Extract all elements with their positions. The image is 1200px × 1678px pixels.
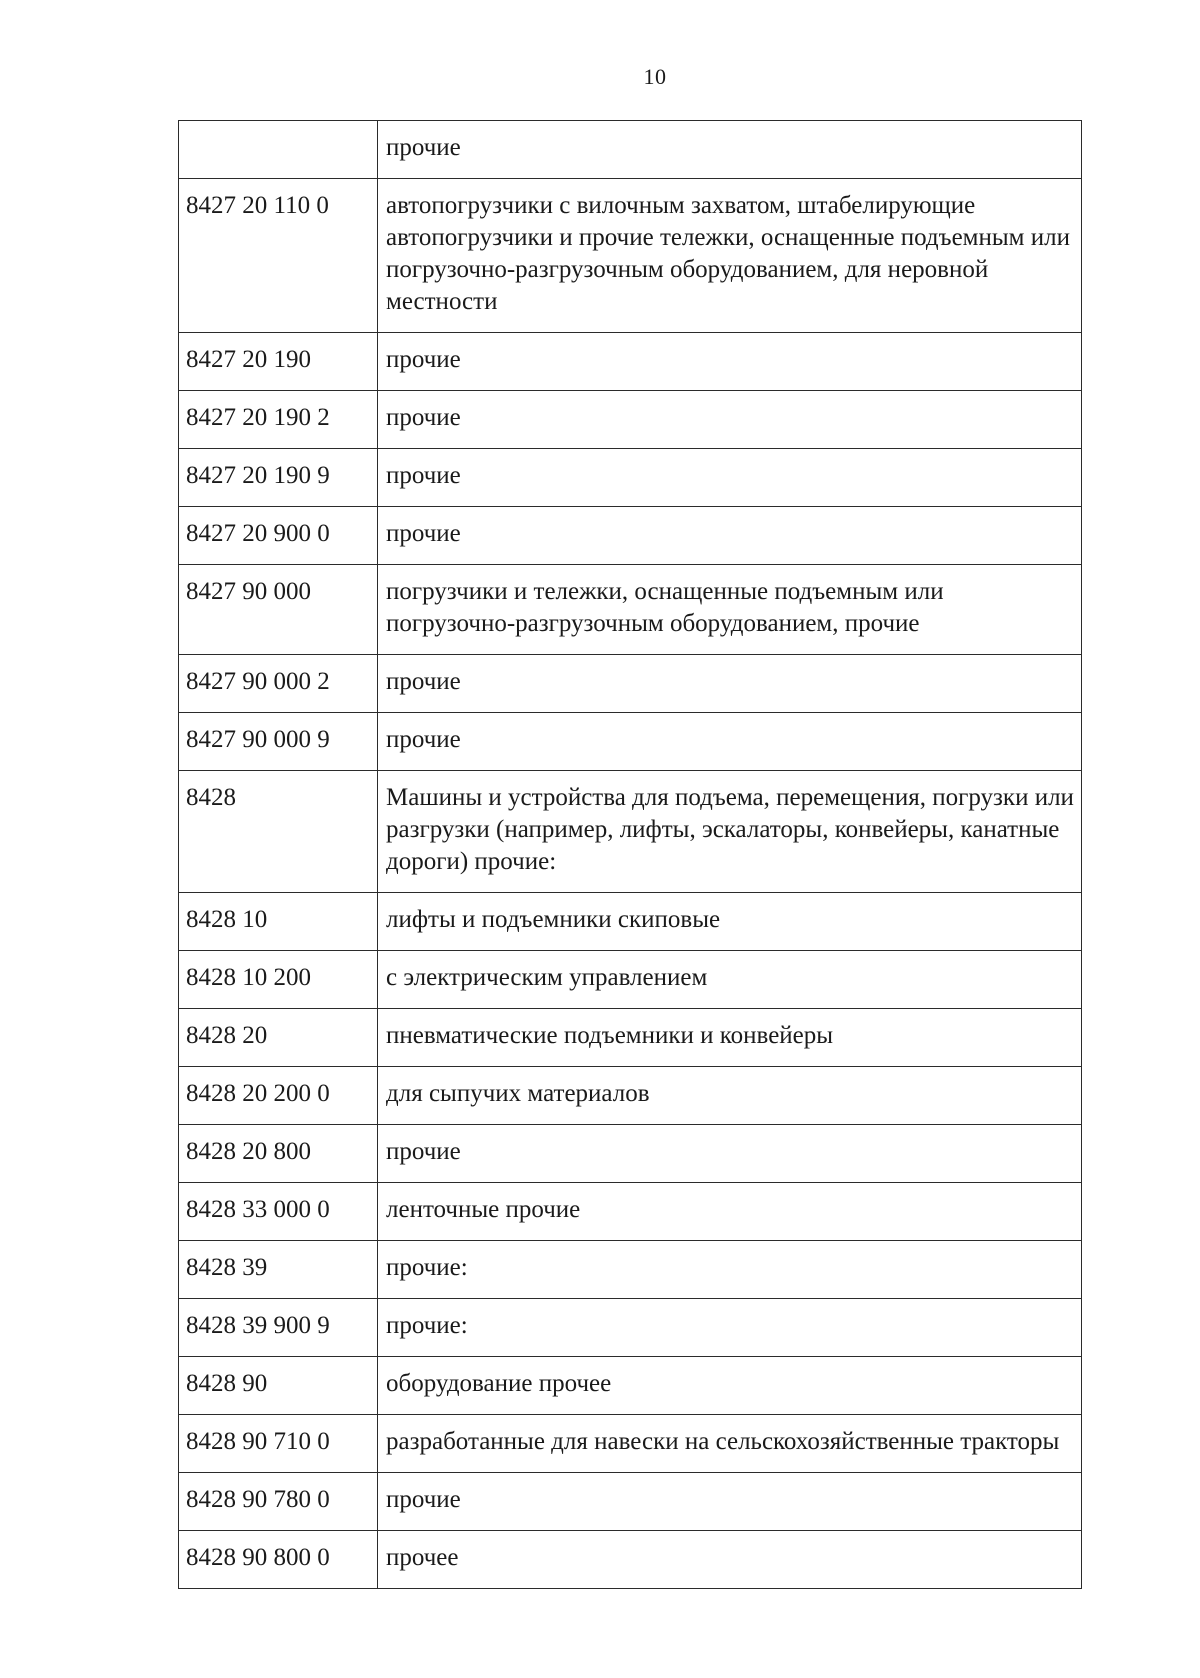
table-row bbox=[179, 507, 1082, 565]
table-row bbox=[179, 1357, 1082, 1415]
table-row bbox=[179, 1125, 1082, 1183]
table-row bbox=[179, 1241, 1082, 1299]
table-row bbox=[179, 1473, 1082, 1531]
code-cell: 8428 90 bbox=[179, 1357, 378, 1415]
code-cell: 8428 20 800 bbox=[179, 1125, 378, 1183]
code-cell: 8428 10 bbox=[179, 893, 378, 951]
code-cell: 8427 90 000 9 bbox=[179, 713, 378, 771]
table-row bbox=[179, 1299, 1082, 1357]
page-number: 10 bbox=[643, 64, 667, 89]
code-cell: 8428 10 200 bbox=[179, 951, 378, 1009]
code-cell: 8427 20 110 0 bbox=[179, 179, 378, 333]
code-cell: 8427 90 000 2 bbox=[179, 655, 378, 713]
table-row bbox=[179, 893, 1082, 951]
description-cell: прочие bbox=[378, 1125, 1082, 1183]
table-row bbox=[179, 1531, 1082, 1589]
code-cell: 8428 90 710 0 bbox=[179, 1415, 378, 1473]
table-row bbox=[179, 333, 1082, 391]
description-cell: пневматические подъемники и конвейеры bbox=[378, 1009, 1082, 1067]
table-row bbox=[179, 1415, 1082, 1473]
code-cell: 8427 90 000 bbox=[179, 565, 378, 655]
description-cell: Машины и устройства для подъема, перемещения, погрузки или разгрузки (например, лифты, эскалаторы, конвейеры, канатные дороги) прочие: bbox=[378, 771, 1082, 893]
table-row bbox=[179, 179, 1082, 333]
code-cell: 8427 20 190 9 bbox=[179, 449, 378, 507]
table-row bbox=[179, 121, 1082, 179]
description-cell: лифты и подъемники скиповые bbox=[378, 893, 1082, 951]
description-cell: прочие bbox=[378, 449, 1082, 507]
description-cell: автопогрузчики с вилочным захватом, штабелирующие автопогрузчики и прочие тележки, оснащенные подъемным или погрузочно-разгрузочным оборудованием, для неровной местности bbox=[378, 179, 1082, 333]
code-cell: 8428 33 000 0 bbox=[179, 1183, 378, 1241]
description-cell: прочие bbox=[378, 333, 1082, 391]
description-cell: прочие bbox=[378, 507, 1082, 565]
code-cell: 8428 39 bbox=[179, 1241, 378, 1299]
code-cell: 8427 20 190 bbox=[179, 333, 378, 391]
table-row bbox=[179, 391, 1082, 449]
description-cell: ленточные прочие bbox=[378, 1183, 1082, 1241]
table-row bbox=[179, 1009, 1082, 1067]
table-row bbox=[179, 655, 1082, 713]
code-cell: 8428 20 bbox=[179, 1009, 378, 1067]
description-cell: прочие bbox=[378, 391, 1082, 449]
code-cell: 8428 90 800 0 bbox=[179, 1531, 378, 1589]
code-cell: 8427 20 190 2 bbox=[179, 391, 378, 449]
code-cell: 8428 39 900 9 bbox=[179, 1299, 378, 1357]
description-cell: оборудование прочее bbox=[378, 1357, 1082, 1415]
code-cell: 8427 20 900 0 bbox=[179, 507, 378, 565]
description-cell: прочие bbox=[378, 713, 1082, 771]
description-cell: прочие: bbox=[378, 1299, 1082, 1357]
description-cell: прочее bbox=[378, 1531, 1082, 1589]
description-cell: для сыпучих материалов bbox=[378, 1067, 1082, 1125]
table-row bbox=[179, 1067, 1082, 1125]
description-cell: погрузчики и тележки, оснащенные подъемным или погрузочно-разгрузочным оборудованием, прочие bbox=[378, 565, 1082, 655]
description-cell: прочие: bbox=[378, 1241, 1082, 1299]
table-row bbox=[179, 713, 1082, 771]
tariff-code-table bbox=[178, 120, 1082, 1589]
description-cell: прочие bbox=[378, 121, 1082, 179]
code-cell: 8428 20 200 0 bbox=[179, 1067, 378, 1125]
code-cell bbox=[179, 121, 378, 179]
code-cell: 8428 90 780 0 bbox=[179, 1473, 378, 1531]
table-row bbox=[179, 1183, 1082, 1241]
description-cell: прочие bbox=[378, 655, 1082, 713]
table-row bbox=[179, 951, 1082, 1009]
table-row bbox=[179, 771, 1082, 893]
description-cell: с электрическим управлением bbox=[378, 951, 1082, 1009]
table-row bbox=[179, 449, 1082, 507]
description-cell: разработанные для навески на сельскохозяйственные тракторы bbox=[378, 1415, 1082, 1473]
table-row bbox=[179, 565, 1082, 655]
description-cell: прочие bbox=[378, 1473, 1082, 1531]
code-cell: 8428 bbox=[179, 771, 378, 893]
